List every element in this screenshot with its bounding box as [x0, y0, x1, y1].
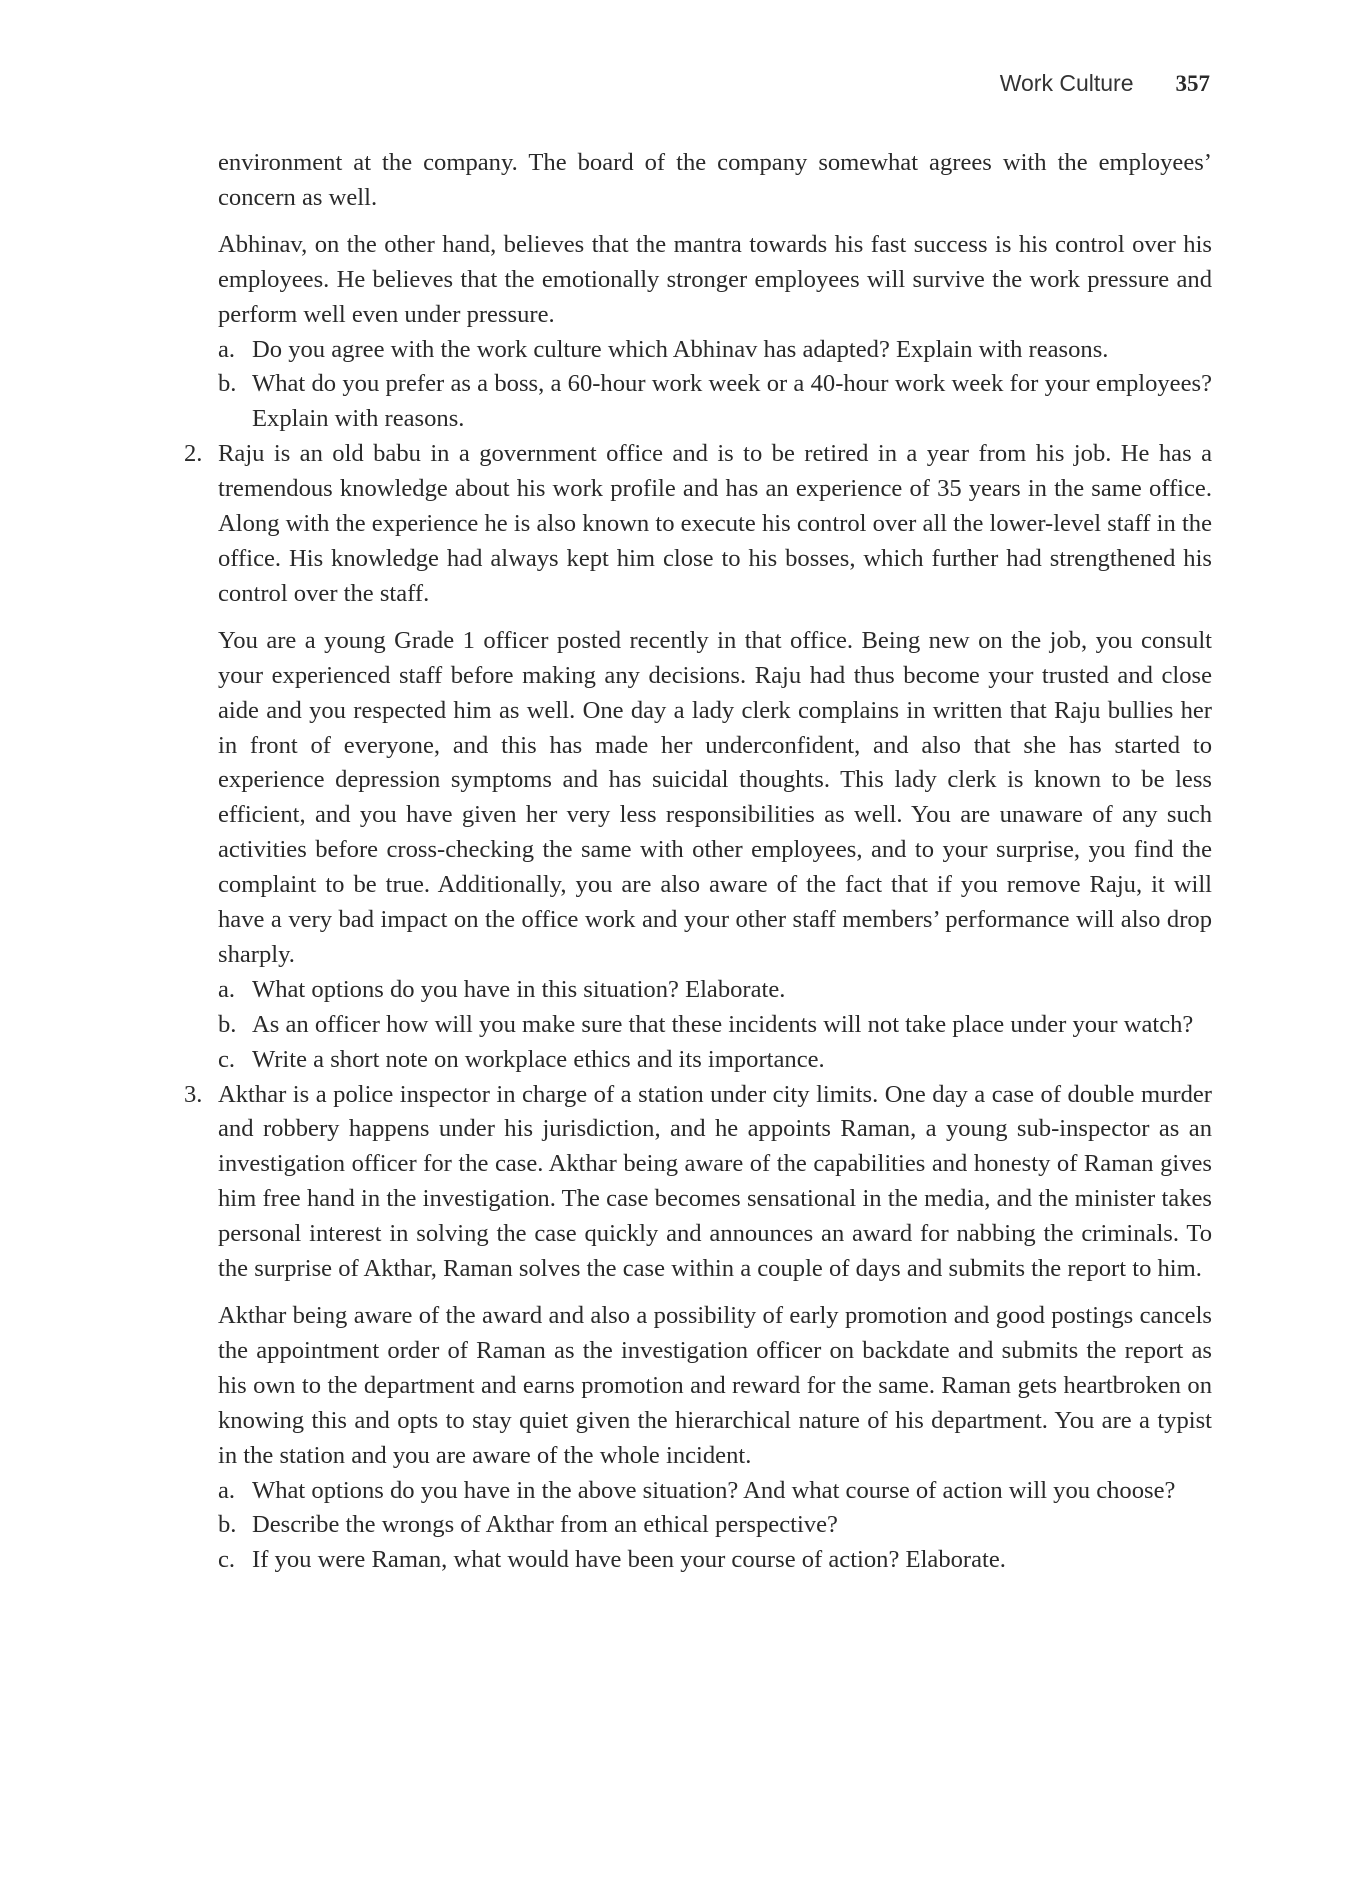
case2-question-c — [218, 1043, 1212, 1078]
case3 — [184, 1078, 1212, 1579]
case3-question-b — [218, 1508, 1212, 1543]
question-text: Write a short note on workplace ethics and its importance. — [252, 1045, 825, 1073]
case2-question-a — [218, 973, 1212, 1008]
question-text: As an officer how will you make sure that these incidents will not take place under your watch? — [252, 1010, 1194, 1038]
case1-question-b — [218, 367, 1212, 437]
case2-paragraph-2: You are a young Grade 1 officer posted recently in that office. Being new on the job, you consult your experienced staff before making any decisions. Raju had thus become your trusted and close aide and you respected him as well. One day a lady clerk complains in written that Raju bullies her in front of everyone, and this has made her underconfident, and also that she has started to experience depression symptoms and has suicidal thoughts. This lady clerk is known to be less efficient, and you have given her very less responsibilities as well. You are unaware of any such activities before cross-checking the same with other employees, and to your surprise, you find the complaint to be true. Additionally, you are also aware of the fact that if you remove Raju, it will have a very bad impact on the office work and your other staff members’ performance will also drop sharply. — [218, 626, 1212, 968]
case2-paragraph-1: Raju is an old babu in a government office and is to be retired in a year from his job. He has a tremendous knowledge about his work profile and has an experience of 35 years in the same office. Along with the experience he is also known to execute his control over all the lower-level staff in the office. His knowledge had always kept him close to his bosses, which further had strengthened his control over the staff. — [218, 440, 1212, 607]
question-label: a. — [218, 1476, 236, 1504]
case-number: 3. — [184, 1080, 203, 1108]
case3-paragraph-1: Akthar is a police inspector in charge of a station under city limits. One day a case of double murder and robbery happens under his jurisdiction, and he appoints Raman, a young sub-inspector as an investigation officer for the case. Akthar being aware of the capabilities and honesty of Raman gives him free hand in the investigation. The case becomes sensational in the media, and the minister takes personal interest in solving the case quickly and announces an award for nabbing the criminals. To the surprise of Akthar, Raman solves the case within a couple of days and submits the report to him. — [218, 1080, 1212, 1283]
case1-questions — [218, 333, 1212, 438]
case3-question-c — [218, 1543, 1212, 1578]
question-text: Do you agree with the work culture which Abhinav has adapted? Explain with reasons. — [252, 335, 1109, 363]
case1-paragraph-continued: environment at the company. The board of the company somewhat agrees with the employees’ concern as well. — [218, 149, 1212, 211]
case2-question-b — [218, 1008, 1212, 1043]
question-label: c. — [218, 1546, 236, 1574]
case2-questions — [218, 973, 1212, 1078]
question-label: b. — [218, 370, 237, 398]
case-number: 2. — [184, 440, 203, 468]
question-text: What options do you have in the above situation? And what course of action will you choose? — [252, 1476, 1176, 1504]
page-body — [184, 146, 1212, 1578]
question-label: a. — [218, 335, 236, 363]
case1-question-a — [218, 333, 1212, 368]
question-label: b. — [218, 1511, 237, 1539]
question-label: b. — [218, 1010, 237, 1038]
question-text: What options do you have in this situation? Elaborate. — [252, 975, 786, 1003]
case2 — [184, 437, 1212, 1077]
case3-question-a — [218, 1474, 1212, 1509]
question-text: If you were Raman, what would have been your course of action? Elaborate. — [252, 1546, 1006, 1574]
case1-paragraph-2: Abhinav, on the other hand, believes that the mantra towards his fast success is his control over his employees. He believes that the emotionally stronger employees will survive the work pressure and perform well even under pressure. — [218, 230, 1212, 328]
question-label: a. — [218, 975, 236, 1003]
page-number: 357 — [1175, 71, 1210, 96]
question-text: Describe the wrongs of Akthar from an ethical perspective? — [252, 1511, 838, 1539]
chapter-title: Work Culture — [999, 70, 1134, 96]
case3-paragraph-2: Akthar being aware of the award and also a possibility of early promotion and good postings cancels the appointment order of Raman as the investigation officer on backdate and submits the report as his own to the department and earns promotion and reward for the same. Raman gets heartbroken on knowing this and opts to stay quiet given the hierarchical nature of his department. You are a typist in the station and you are aware of the whole incident. — [218, 1302, 1212, 1469]
question-text: What do you prefer as a boss, a 60-hour work week or a 40-hour work week for your employees? Explain with reasons. — [252, 370, 1212, 433]
running-header — [1000, 70, 1210, 97]
question-label: c. — [218, 1045, 236, 1073]
case3-questions — [218, 1474, 1212, 1579]
